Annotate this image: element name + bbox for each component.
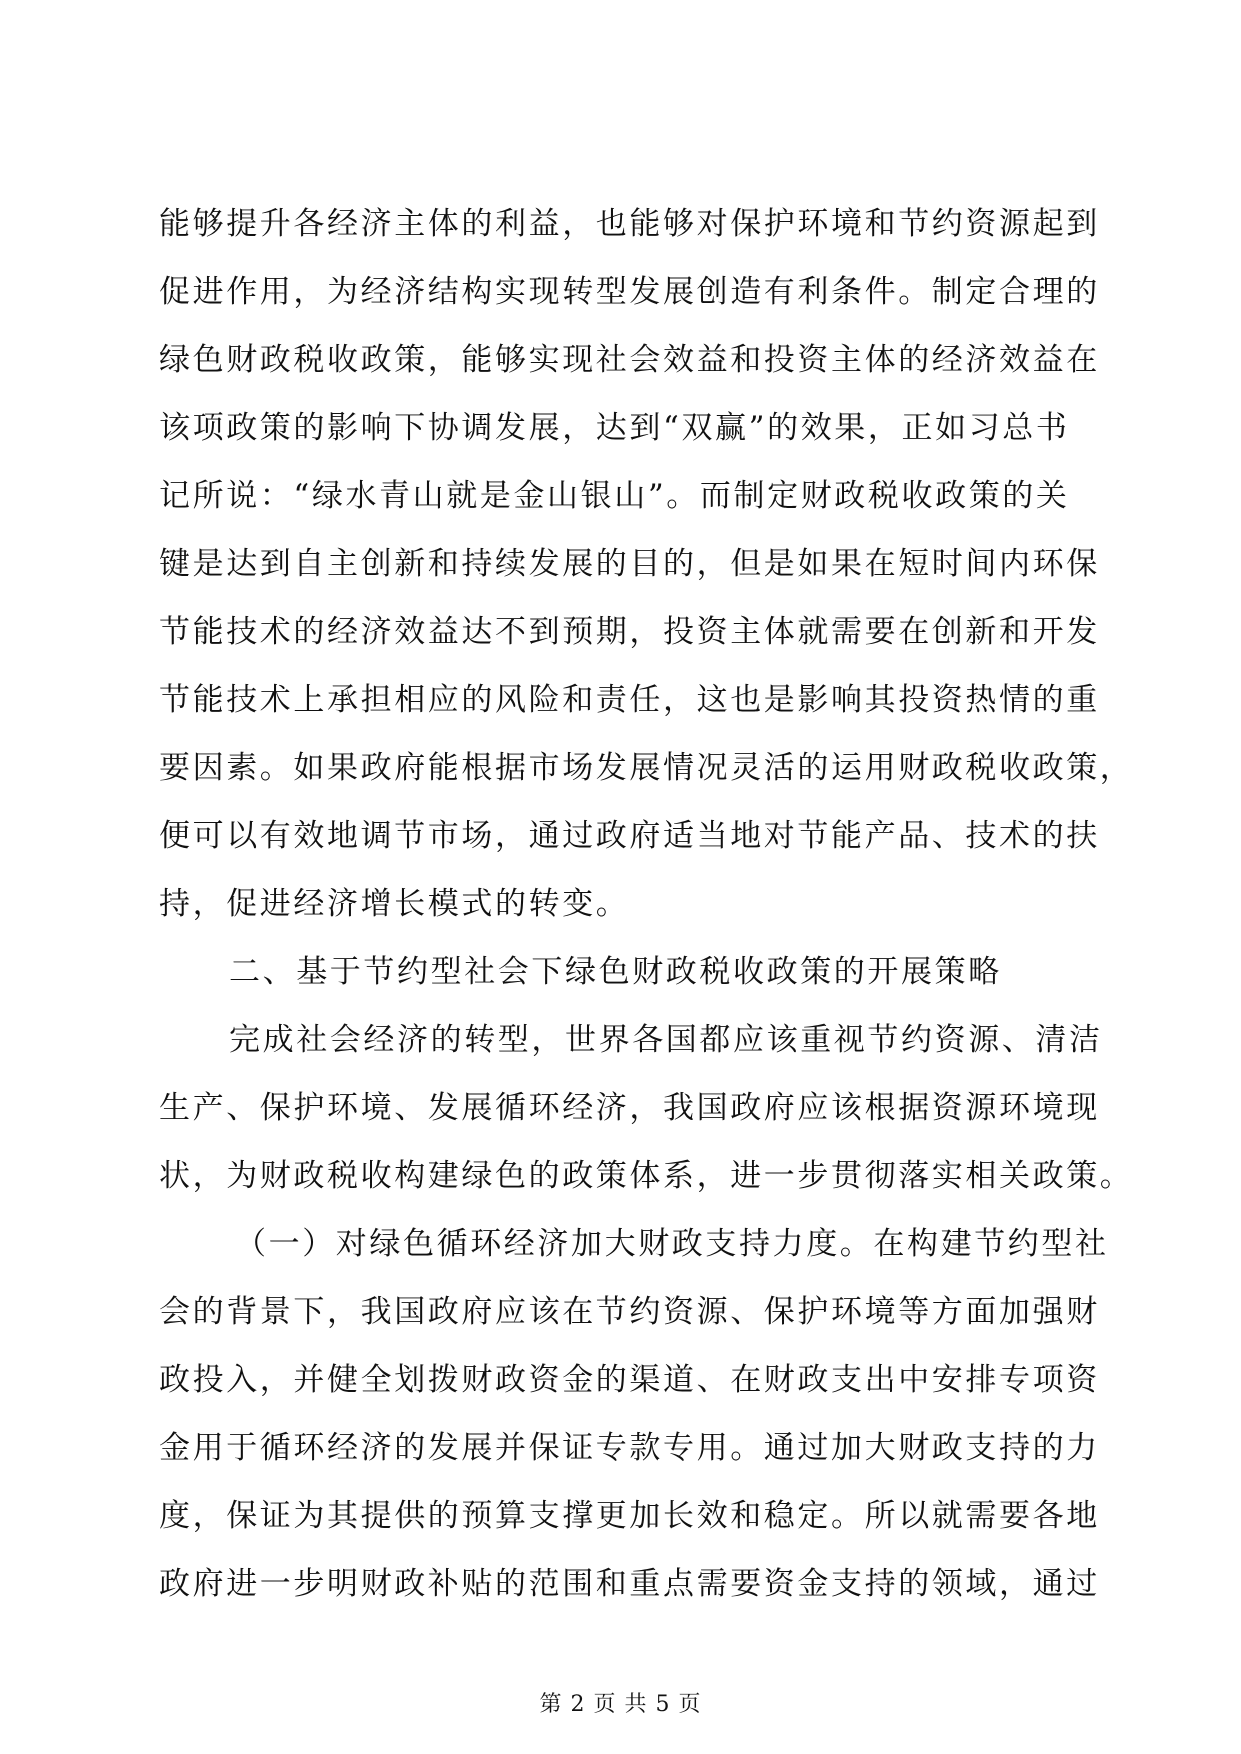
body-line: 记所说：“绿水青山就是金山银山”。而制定财政税收政策的关 (159, 478, 1070, 514)
body-line: 完成社会经济的转型，世界各国都应该重视节约资源、清洁 (229, 1022, 1103, 1058)
subsection-line: （一）对绿色循环经济加大财政支持力度。在构建节约型社 (235, 1226, 1109, 1262)
body-line: 键是达到自主创新和持续发展的目的，但是如果在短时间内环保 (159, 546, 1100, 582)
body-line: 便可以有效地调节市场，通过政府适当地对节能产品、技术的扶 (159, 818, 1100, 854)
body-line: 能够提升各经济主体的利益，也能够对保护环境和节约资源起到 (159, 206, 1100, 242)
body-line: 绿色财政税收政策，能够实现社会效益和投资主体的经济效益在 (159, 342, 1100, 378)
body-line: 持，促进经济增长模式的转变。 (159, 886, 630, 922)
body-line: 要因素。如果政府能根据市场发展情况灵活的运用财政税收政策， (159, 750, 1134, 786)
body-line: 会的背景下，我国政府应该在节约资源、保护环境等方面加强财 (159, 1294, 1100, 1330)
body-line: 状，为财政税收构建绿色的政策体系，进一步贯彻落实相关政策。 (159, 1158, 1134, 1194)
body-line: 促进作用，为经济结构实现转型发展创造有利条件。制定合理的 (159, 274, 1100, 310)
body-line: 节能技术上承担相应的风险和责任，这也是影响其投资热情的重 (159, 682, 1100, 718)
body-line: 节能技术的经济效益达不到预期，投资主体就需要在创新和开发 (159, 614, 1100, 650)
body-line: 政府进一步明财政补贴的范围和重点需要资金支持的领域，通过 (159, 1566, 1100, 1602)
body-line: 生产、保护环境、发展循环经济，我国政府应该根据资源环境现 (159, 1090, 1100, 1126)
page-footer: 第 2 页 共 5 页 (539, 1692, 702, 1717)
body-line: 金用于循环经济的发展并保证专款专用。通过加大财政支持的力 (159, 1430, 1100, 1466)
section-heading: 二、基于节约型社会下绿色财政税收政策的开展策略 (229, 954, 1002, 990)
body-line: 政投入，并健全划拨财政资金的渠道、在财政支出中安排专项资 (159, 1362, 1100, 1398)
body-line: 度，保证为其提供的预算支撑更加长效和稳定。所以就需要各地 (159, 1498, 1100, 1534)
body-line: 该项政策的影响下协调发展，达到“双赢”的效果，正如习总书 (159, 410, 1070, 446)
